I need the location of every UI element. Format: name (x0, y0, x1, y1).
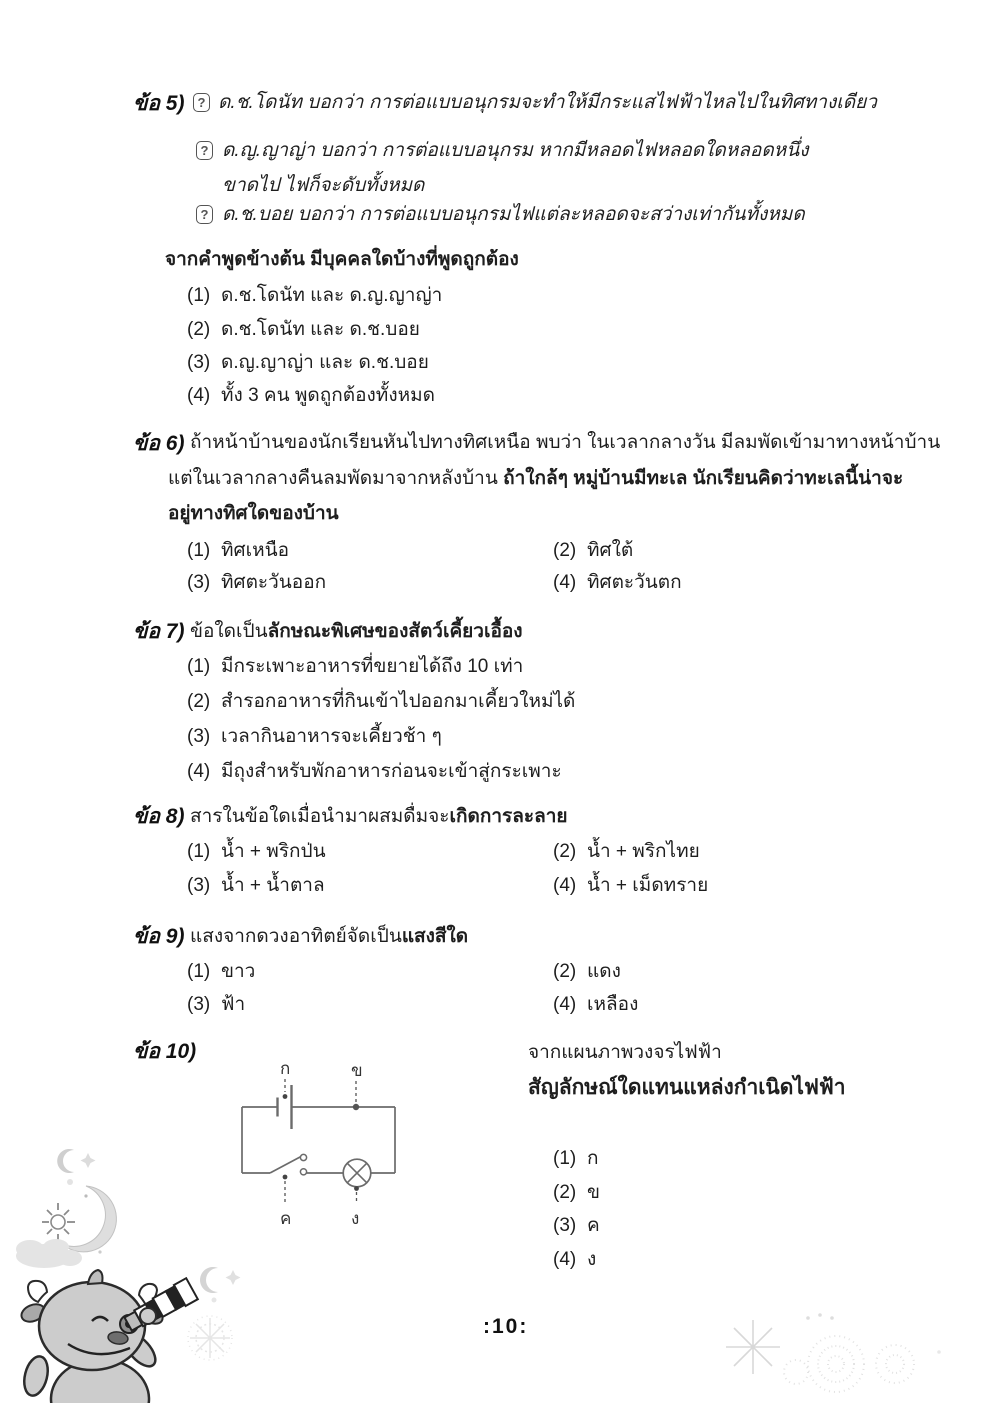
choice-number: (2) (553, 961, 577, 982)
choice-text: ข (587, 1182, 600, 1203)
q9-choice-4 (553, 993, 638, 1018)
choice-number: (4) (553, 1249, 577, 1270)
choice-text: น้ำ + น้ำตาล (221, 875, 325, 896)
q8-title (190, 805, 568, 830)
q7-title-normal: ข้อใดเป็น (190, 621, 268, 642)
q5-statement-3: ด.ช.บอย บอกว่า การต่อแบบอนุกรมไฟแต่ละหลอดจะสว่างเท่ากันทั้งหมด (222, 204, 805, 225)
choice-number: (3) (187, 572, 211, 593)
q7-choice-4 (187, 760, 562, 785)
choice-text: ทิศตะวันออก (221, 572, 327, 593)
q7-choice-1 (187, 655, 523, 680)
q5-choice-2 (187, 318, 420, 343)
q6-line2-normal: แต่ในเวลากลางคืนลมพัดมาจากหลังบ้าน (168, 468, 504, 489)
fireworks-icon (784, 1313, 941, 1392)
q8-title-bold: เกิดการละลาย (449, 806, 568, 827)
choice-text: ทิศใต้ (587, 540, 634, 561)
q5-statement-2: ด.ญ.ญาญ่า บอกว่า การต่อแบบอนุกรม หากมีหลอดไฟหลอดใดหลอดหนึ่ง (222, 140, 809, 161)
footer-decorations (0, 1140, 992, 1403)
choice-text: แดง (587, 961, 621, 982)
choice-text: มีถุงสำหรับพักอาหารก่อนจะเข้าสู่กระเพาะ (221, 761, 562, 782)
choice-text: ฟ้า (221, 994, 246, 1015)
circuit-label-battery: ก (280, 1059, 291, 1078)
q8-label: ข้อ 8) (133, 805, 185, 828)
q5-choice-3 (187, 351, 429, 376)
choice-text: ทิศเหนือ (221, 540, 290, 561)
choice-number: (4) (553, 875, 577, 896)
q9-title (190, 925, 468, 950)
choice-text: ด.ช.โดนัท และ ด.ช.บอย (221, 319, 420, 340)
choice-number: (3) (187, 994, 211, 1015)
q9-choice-2 (553, 960, 621, 985)
q9-title-bold: แสงสีใด (401, 926, 469, 947)
q8-choice-2 (553, 840, 700, 865)
choice-number: (1) (187, 841, 211, 862)
choice-text: เหลือง (587, 994, 639, 1015)
question-mark-glyph: ? (200, 143, 209, 158)
choice-number: (4) (187, 385, 211, 406)
q7-choice-3 (187, 725, 442, 750)
choice-number: (2) (553, 841, 577, 862)
q5-choice-4 (187, 384, 435, 409)
choice-number: (4) (187, 761, 211, 782)
q5-question: จากคำพูดข้างต้น มีบุคคลใดบ้างที่พูดถูกต้อง (165, 249, 519, 270)
choice-number: (1) (187, 656, 211, 677)
q5-statement-1: ด.ช.โดนัท บอกว่า การต่อแบบอนุกรมจะทำให้มีกระแสไฟฟ้าไหลไปในทิศทางเดียว (218, 92, 877, 113)
q8-choice-4 (553, 874, 708, 899)
question-mark-glyph: ? (200, 207, 209, 222)
question-mark-icon (196, 205, 213, 224)
cloud-icon (16, 1239, 82, 1268)
page-number: :10: (483, 1315, 529, 1338)
choice-number: (4) (553, 994, 577, 1015)
choice-text: น้ำ + เม็ดทราย (587, 875, 709, 896)
q6-choice-3 (187, 571, 326, 596)
q5-statement-2-wrap: ขาดไป ไฟก็จะดับทั้งหมด (222, 175, 425, 196)
q6-choice-2 (553, 539, 633, 564)
question-mark-glyph: ? (197, 95, 206, 110)
q6-choice-4 (553, 571, 682, 596)
circuit-label-switch: ค (280, 1209, 292, 1228)
choice-text: มีกระเพาะอาหารที่ขยายได้ถึง 10 เท่า (221, 656, 524, 677)
q5-choice-1 (187, 284, 442, 309)
choice-number: (1) (187, 540, 211, 561)
choice-text: ขาว (221, 961, 256, 982)
choice-text: ทิศตะวันตก (587, 572, 682, 593)
q6-line1: ถ้าหน้าบ้านของนักเรียนหันไปทางทิศเหนือ พบว่า ในเวลากลางวัน มีลมพัดเข้ามาทางหน้าบ้าน (190, 432, 941, 453)
q9-label: ข้อ 9) (133, 925, 185, 948)
circuit-label-wire: ข (351, 1061, 363, 1080)
choice-number: (4) (553, 572, 577, 593)
q10-intro: จากแผนภาพวงจรไฟฟ้า (528, 1042, 722, 1063)
choice-number: (1) (553, 1148, 577, 1169)
q7-title (190, 620, 523, 645)
choice-text: ด.ญ.ญาญ่า และ ด.ช.บอย (221, 352, 429, 373)
choice-number: (2) (553, 1182, 577, 1203)
choice-text: ง (587, 1249, 597, 1270)
choice-number: (1) (187, 285, 211, 306)
choice-number: (2) (553, 540, 577, 561)
q8-title-normal: สารในข้อใดเมื่อนำมาผสมดื่มจะ (190, 806, 450, 827)
choice-number: (3) (187, 726, 211, 747)
q9-choice-3 (187, 993, 245, 1018)
choice-text: เวลากินอาหารจะเคี้ยวช้า ๆ (221, 726, 442, 747)
choice-text: ทั้ง 3 คน พูดถูกต้องทั้งหมด (221, 385, 435, 406)
circuit-label-lamp: ง (351, 1209, 360, 1228)
q9-choice-1 (187, 960, 255, 985)
q8-choice-1 (187, 840, 326, 865)
small-moon-star-icon (57, 1149, 95, 1185)
q6-line3: อยู่ทางทิศใดของบ้าน (168, 503, 339, 524)
q10-label: ข้อ 10) (133, 1040, 197, 1063)
small-moon-star-icon-2 (200, 1267, 241, 1302)
choice-number: (3) (187, 875, 211, 896)
q7-label: ข้อ 7) (133, 620, 185, 643)
q6-choice-1 (187, 539, 289, 564)
q8-choice-3 (187, 874, 325, 899)
q7-choice-2 (187, 690, 575, 715)
q6-label: ข้อ 6) (133, 432, 185, 455)
asterisk-star-icon (726, 1320, 780, 1374)
q9-title-normal: แสงจากดวงอาทิตย์จัดเป็น (190, 926, 402, 947)
choice-text: น้ำ + พริกไทย (587, 841, 700, 862)
choice-number: (2) (187, 319, 211, 340)
question-mark-icon (196, 141, 213, 160)
choice-text: ค (587, 1215, 600, 1236)
faint-starburst-icon (188, 1316, 232, 1360)
choice-text: ด.ช.โดนัท และ ด.ญ.ญาญ่า (221, 285, 443, 306)
q6-line2-bold: ถ้าใกล้ๆ หมู่บ้านมีทะเล นักเรียนคิดว่าทะเลนี้น่าจะ (503, 468, 904, 489)
choice-number: (1) (187, 961, 211, 982)
choice-text: น้ำ + พริกป่น (221, 841, 326, 862)
question-mark-icon (193, 93, 210, 112)
wire-junction-dot (353, 1104, 359, 1110)
q7-title-bold: ลักษณะพิเศษของสัตว์เคี้ยวเอื้อง (267, 621, 523, 642)
q5-label: ข้อ 5) (133, 92, 185, 115)
q6-line2 (168, 467, 903, 492)
choice-number: (3) (553, 1215, 577, 1236)
q10-question: สัญลักษณ์ใดแทนแหล่งกำเนิดไฟฟ้า (528, 1076, 846, 1099)
mascot-cow-telescope-icon (19, 1270, 198, 1403)
choice-number: (3) (187, 352, 211, 373)
choice-number: (2) (187, 691, 211, 712)
choice-text: สำรอกอาหารที่กินเข้าไปออกมาเคี้ยวใหม่ได้ (221, 691, 576, 712)
choice-text: ก (587, 1148, 599, 1169)
